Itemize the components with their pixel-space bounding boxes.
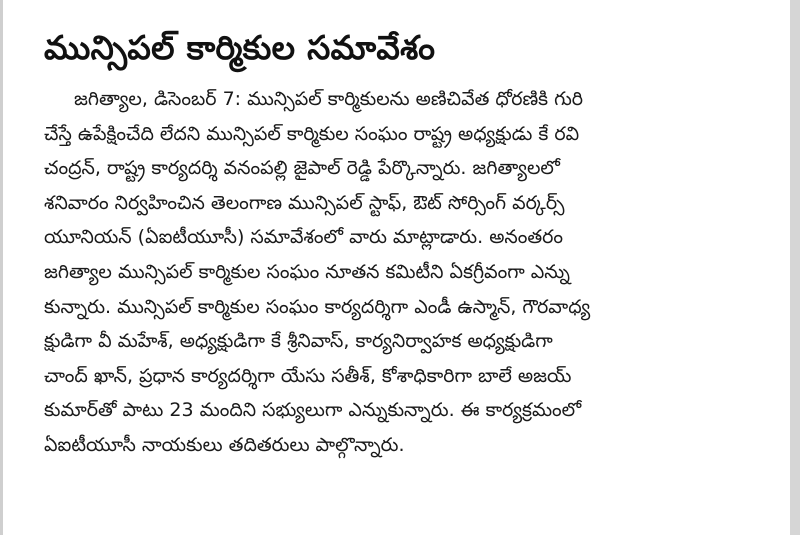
article-body	[44, 82, 784, 463]
right-border	[790, 0, 800, 535]
article-line: చేస్తే ఉపేక్షించేది లేదని మున్సిపల్ కార్మికుల సంఘం రాష్ట్ర అధ్యక్షుడు కే రవి	[44, 122, 580, 145]
article-line: కున్నారు. మున్సిపల్ కార్మికుల సంఘం కార్యదర్శిగా ఎండీ ఉస్మాన్, గౌరవాధ్య	[44, 295, 591, 318]
article-line: యూనియన్ (ఏఐటీయూసీ) సమావేశంలో వారు మాట్లాడారు. అనంతరం	[44, 226, 564, 249]
article-line: కుమార్‌తో పాటు 23 మందిని సభ్యులుగా ఎన్నుకున్నారు. ఈ కార్యక్రమంలో	[44, 399, 582, 422]
article-line: ఏఐటీయూసీ నాయకులు తదితరులు పాల్గొన్నారు.	[44, 433, 405, 456]
left-border	[0, 0, 3, 535]
article-line: క్షుడిగా వీ మహేశ్, అధ్యక్షుడిగా కే శ్రీనివాస్, కార్యనిర్వాహక అధ్యక్షుడిగా	[44, 330, 553, 353]
article-line: జగిత్యాల మున్సిపల్ కార్మికుల సంఘం నూతన కమిటీని ఏకగ్రీవంగా ఎన్ను	[44, 260, 570, 283]
article-headline: మున్సిపల్ కార్మికుల సమావేశం	[44, 28, 436, 67]
article-line: చాంద్ ఖాన్, ప్రధాన కార్యదర్శిగా యేసు సతీశ్, కోశాధికారిగా బాలే అజయ్	[44, 364, 572, 387]
article-line: శనివారం నిర్వహించిన తెలంగాణ మున్సిపల్ స్టాఫ్, ఔట్ సోర్సింగ్ వర్కర్స్	[44, 191, 565, 214]
article-line: జగిత్యాల, డిసెంబర్ 7: మున్సిపల్ కార్మికులను అణిచివేత ధోరణికి గురి	[74, 88, 584, 110]
article-line: చంద్రన్, రాష్ట్ర కార్యదర్శి వనంపల్లి జైపాల్ రెడ్డి పేర్కొన్నారు. జగిత్యాలలో	[44, 157, 560, 180]
